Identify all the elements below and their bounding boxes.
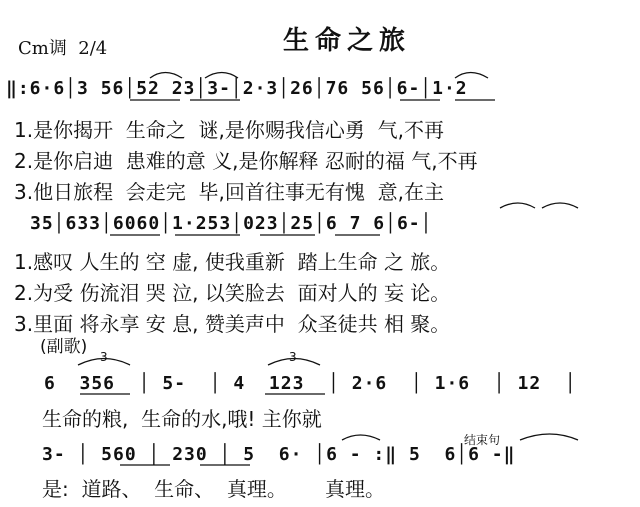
chorus-line2-lyrics: 是: 道路、 生命、 真理。 真理。 (42, 477, 386, 501)
slur (78, 359, 130, 366)
slur (455, 73, 488, 79)
system2-verse2: 2.为受 伤流泪 哭 泣, 以笑脸去 面对人的 妄 论。 (14, 281, 451, 305)
system2-notation: 35│633│6060│1·253│023│25│6 7 6│6-│ (30, 213, 433, 234)
underline-group (80, 100, 495, 465)
slur (520, 434, 578, 440)
system1-verse1: 1.是你揭开 生命之 谜,是你赐我信心勇 气,不再 (14, 118, 444, 142)
ending-label: 结束句 (464, 433, 501, 447)
system2-verse1: 1.感叹 人生的 空 虚, 使我重新 踏上生命 之 旅。 (14, 250, 451, 274)
system2-verse3: 3.里面 将永享 安 息, 赞美声中 众圣徒共 相 聚。 (14, 312, 451, 336)
system1-verse2: 2.是你启迪 患难的意 义,是你解释 忍耐的福 气,不再 (14, 149, 478, 173)
song-title: 生命之旅 (283, 26, 412, 56)
key-signature: Cm调 2/4 (18, 38, 108, 59)
chorus-line2-notation: 3- │ 560 │ 230 │ 5 6· │6 - :‖ 5 6│6 -‖ (42, 444, 516, 465)
chorus-line1-lyrics: 生命的粮, 生命的水,哦! 主你就 (42, 407, 322, 431)
slur-group (78, 73, 578, 441)
slur (205, 73, 238, 79)
triplet-mark-1: 3 (100, 350, 108, 364)
slur (500, 203, 535, 208)
slur (342, 435, 380, 440)
slur (268, 359, 320, 366)
slur (542, 203, 578, 208)
chorus-label: (副歌) (40, 337, 88, 357)
chorus-line1-notation: 6 356 │ 5- │ 4 123 │ 2·6 │ 1·6 │ 12 │ (44, 373, 577, 394)
system1-notation: ‖:6·6│3 56│52 23│3-│2·3│26│76 56│6-│1·2 (6, 78, 468, 99)
triplet-mark-2: 3 (289, 350, 297, 364)
system1-verse3: 3.他日旅程 会走完 毕,回首往事无有愧 意,在主 (14, 180, 444, 204)
slur (150, 73, 182, 79)
